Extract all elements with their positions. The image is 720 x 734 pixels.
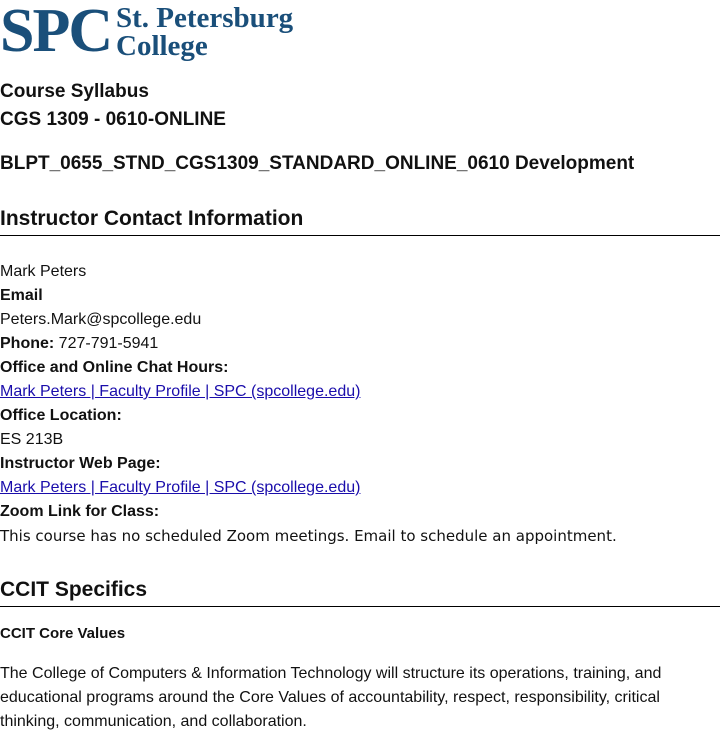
zoom-link-label: Zoom Link for Class: xyxy=(0,503,160,520)
phone-row xyxy=(0,335,158,353)
phone-value: 727-791-5941 xyxy=(58,335,159,352)
course-development-title: BLPT_0655_STND_CGS1309_STANDARD_ONLINE_0610 Development xyxy=(0,153,635,174)
instructor-web-page-link[interactable]: Mark Peters | Faculty Profile | SPC (spcollege.edu) xyxy=(0,479,361,496)
syllabus-label: Course Syllabus xyxy=(0,81,149,102)
zoom-note: This course has no scheduled Zoom meetings. Email to schedule an appointment. xyxy=(0,527,617,545)
email-value: Peters.Mark@spcollege.edu xyxy=(0,311,202,328)
instructor-web-page-label: Instructor Web Page: xyxy=(0,455,161,472)
office-location-label: Office Location: xyxy=(0,407,122,424)
instructor-contact-heading: Instructor Contact Information xyxy=(0,207,720,236)
phone-label: Phone: xyxy=(0,335,55,352)
logo-mark: SPC xyxy=(0,0,112,65)
logo-line1: St. Petersburg xyxy=(116,2,294,34)
course-code: CGS 1309 - 0610-ONLINE xyxy=(0,109,226,130)
office-hours-label: Office and Online Chat Hours: xyxy=(0,359,229,376)
logo-line2: College xyxy=(116,30,208,62)
spc-logo xyxy=(0,2,305,64)
ccit-core-values-paragraph: The College of Computers & Information Technology will structure its operations, training, and educational programs around the Core Values of accountability, respect, responsibility, critical thinking, communication, and collaboration. xyxy=(0,665,662,730)
email-label: Email xyxy=(0,287,43,304)
instructor-name: Mark Peters xyxy=(0,263,87,280)
ccit-specifics-heading: CCIT Specifics xyxy=(0,578,720,607)
office-location-value: ES 213B xyxy=(0,431,64,448)
office-hours-link[interactable]: Mark Peters | Faculty Profile | SPC (spcollege.edu) xyxy=(0,383,361,400)
ccit-core-values-label: CCIT Core Values xyxy=(0,625,126,642)
